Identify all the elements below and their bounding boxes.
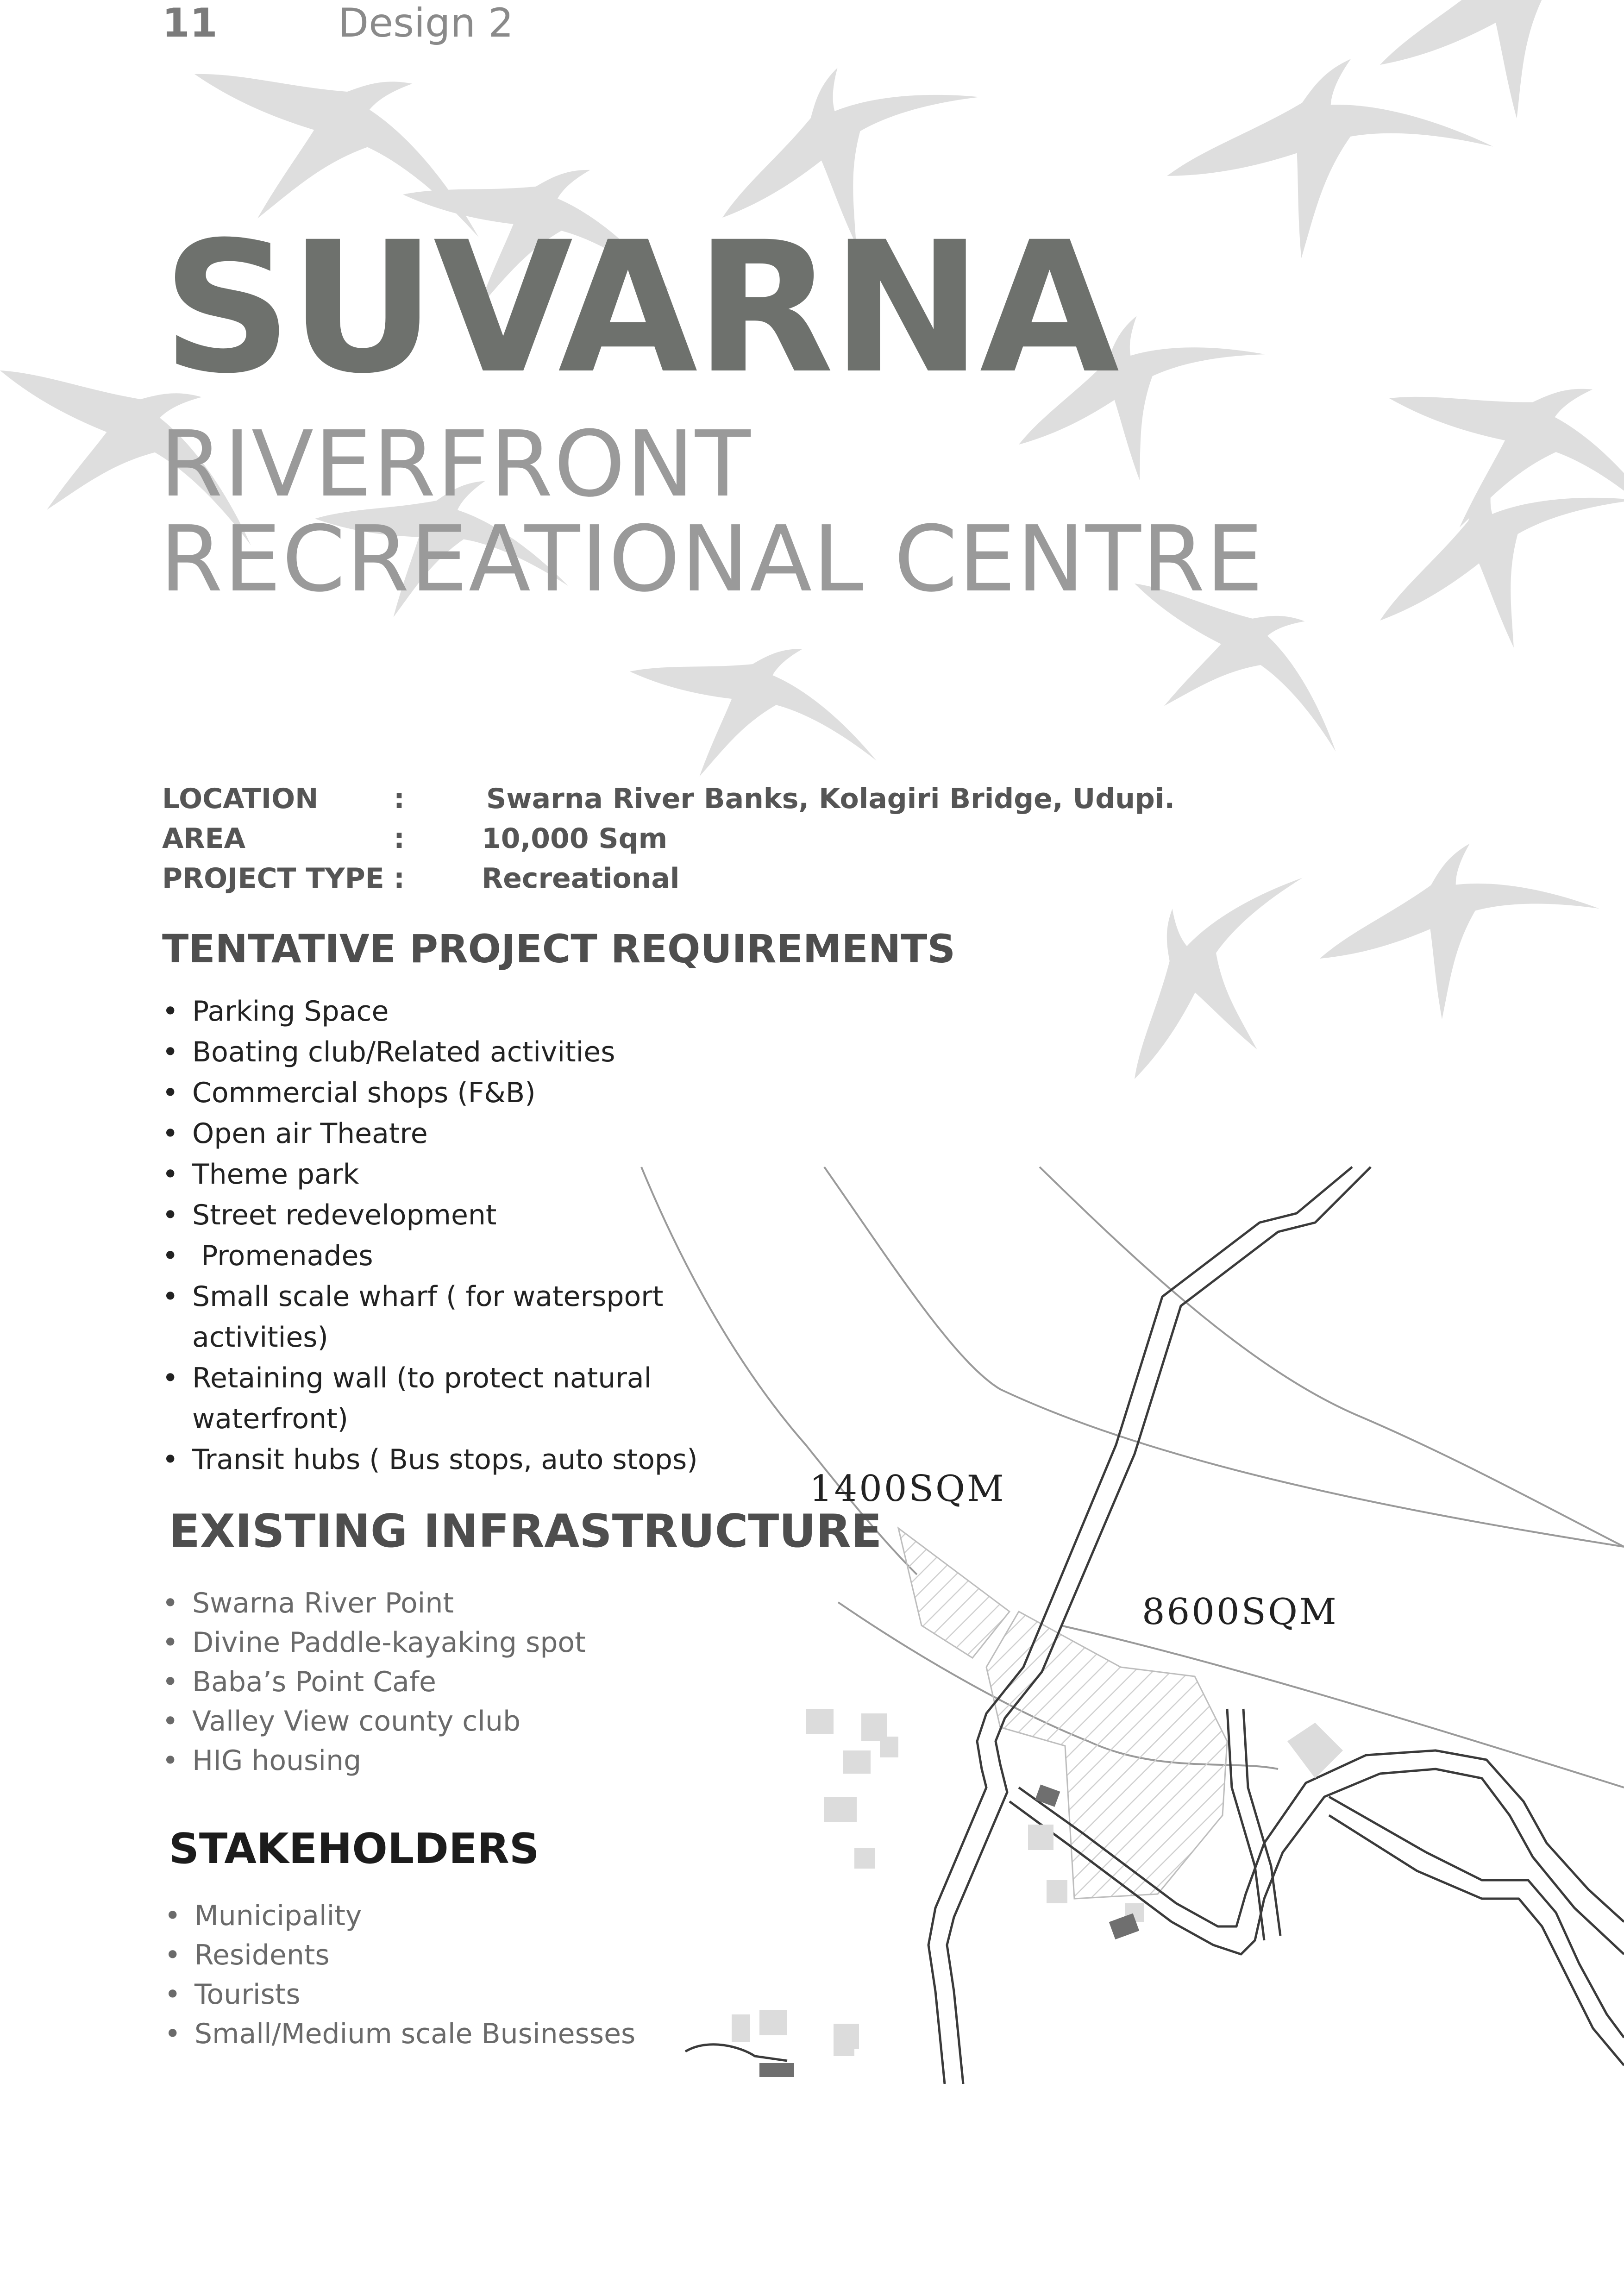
area-label-8600: 8600SQM — [1142, 1591, 1338, 1633]
subtitle-line-1: RIVERFRONT — [160, 412, 752, 517]
page-number: 11 — [162, 0, 218, 46]
list-item: • Promenades — [162, 1236, 810, 1276]
requirements-heading: TENTATIVE PROJECT REQUIREMENTS — [162, 926, 955, 972]
stakeholders-list — [164, 1896, 635, 2054]
info-colon: : — [394, 783, 405, 815]
info-key: LOCATION — [162, 783, 319, 815]
list-item: • Tourists — [164, 1975, 635, 2014]
list-item: • Small/Medium scale Businesses — [164, 2014, 635, 2054]
list-item: • Commercial shops (F&B) — [162, 1073, 810, 1113]
list-item: • Parking Space — [162, 991, 810, 1032]
infrastructure-heading: EXISTING INFRASTRUCTURE — [169, 1505, 882, 1558]
list-item: • Divine Paddle-kayaking spot — [162, 1623, 586, 1662]
info-colon: : — [394, 822, 405, 855]
list-item: • Valley View county club — [162, 1702, 586, 1741]
list-item: • Street redevelopment — [162, 1195, 810, 1236]
infrastructure-list — [162, 1584, 586, 1781]
list-item: • Boating club/Related activities — [162, 1032, 810, 1073]
bird-icon — [1301, 816, 1617, 1046]
building-footprints — [732, 1709, 1343, 2056]
site-map — [602, 1158, 1624, 2084]
list-item: • HIG housing — [162, 1741, 586, 1781]
list-item: • Baba’s Point Cafe — [162, 1662, 586, 1702]
info-key: AREA — [162, 822, 246, 855]
plot-1400-sqm — [898, 1528, 1010, 1658]
list-item: • Transit hubs ( Bus stops, auto stops) — [162, 1439, 810, 1480]
info-colon: : — [394, 862, 405, 895]
plot-8600-sqm — [986, 1612, 1227, 1899]
list-item: • Retaining wall (to protect natural waterfront) — [162, 1358, 665, 1439]
stakeholders-heading: STAKEHOLDERS — [169, 1825, 539, 1873]
list-item: • Residents — [164, 1936, 635, 1975]
bird-icon — [1080, 827, 1353, 1127]
info-value: Recreational — [482, 862, 680, 895]
area-label-1400: 1400SQM — [809, 1468, 1006, 1510]
list-item: • Municipality — [164, 1896, 635, 1936]
list-item: • Open air Theatre — [162, 1113, 810, 1154]
section-label: Design 2 — [338, 0, 514, 46]
subtitle-line-2: RECREATIONAL CENTRE — [160, 507, 1264, 612]
info-key: PROJECT TYPE — [162, 862, 384, 895]
bird-icon — [1153, 37, 1507, 278]
list-item: • Theme park — [162, 1154, 810, 1195]
list-item: • Small scale wharf ( for watersport activities) — [162, 1276, 665, 1358]
info-value: Swarna River Banks, Kolagiri Bridge, Udupi. — [486, 783, 1175, 815]
list-item: • Swarna River Point — [162, 1584, 586, 1623]
main-title: SUVARNA — [162, 203, 1117, 413]
info-value: 10,000 Sqm — [482, 822, 668, 855]
